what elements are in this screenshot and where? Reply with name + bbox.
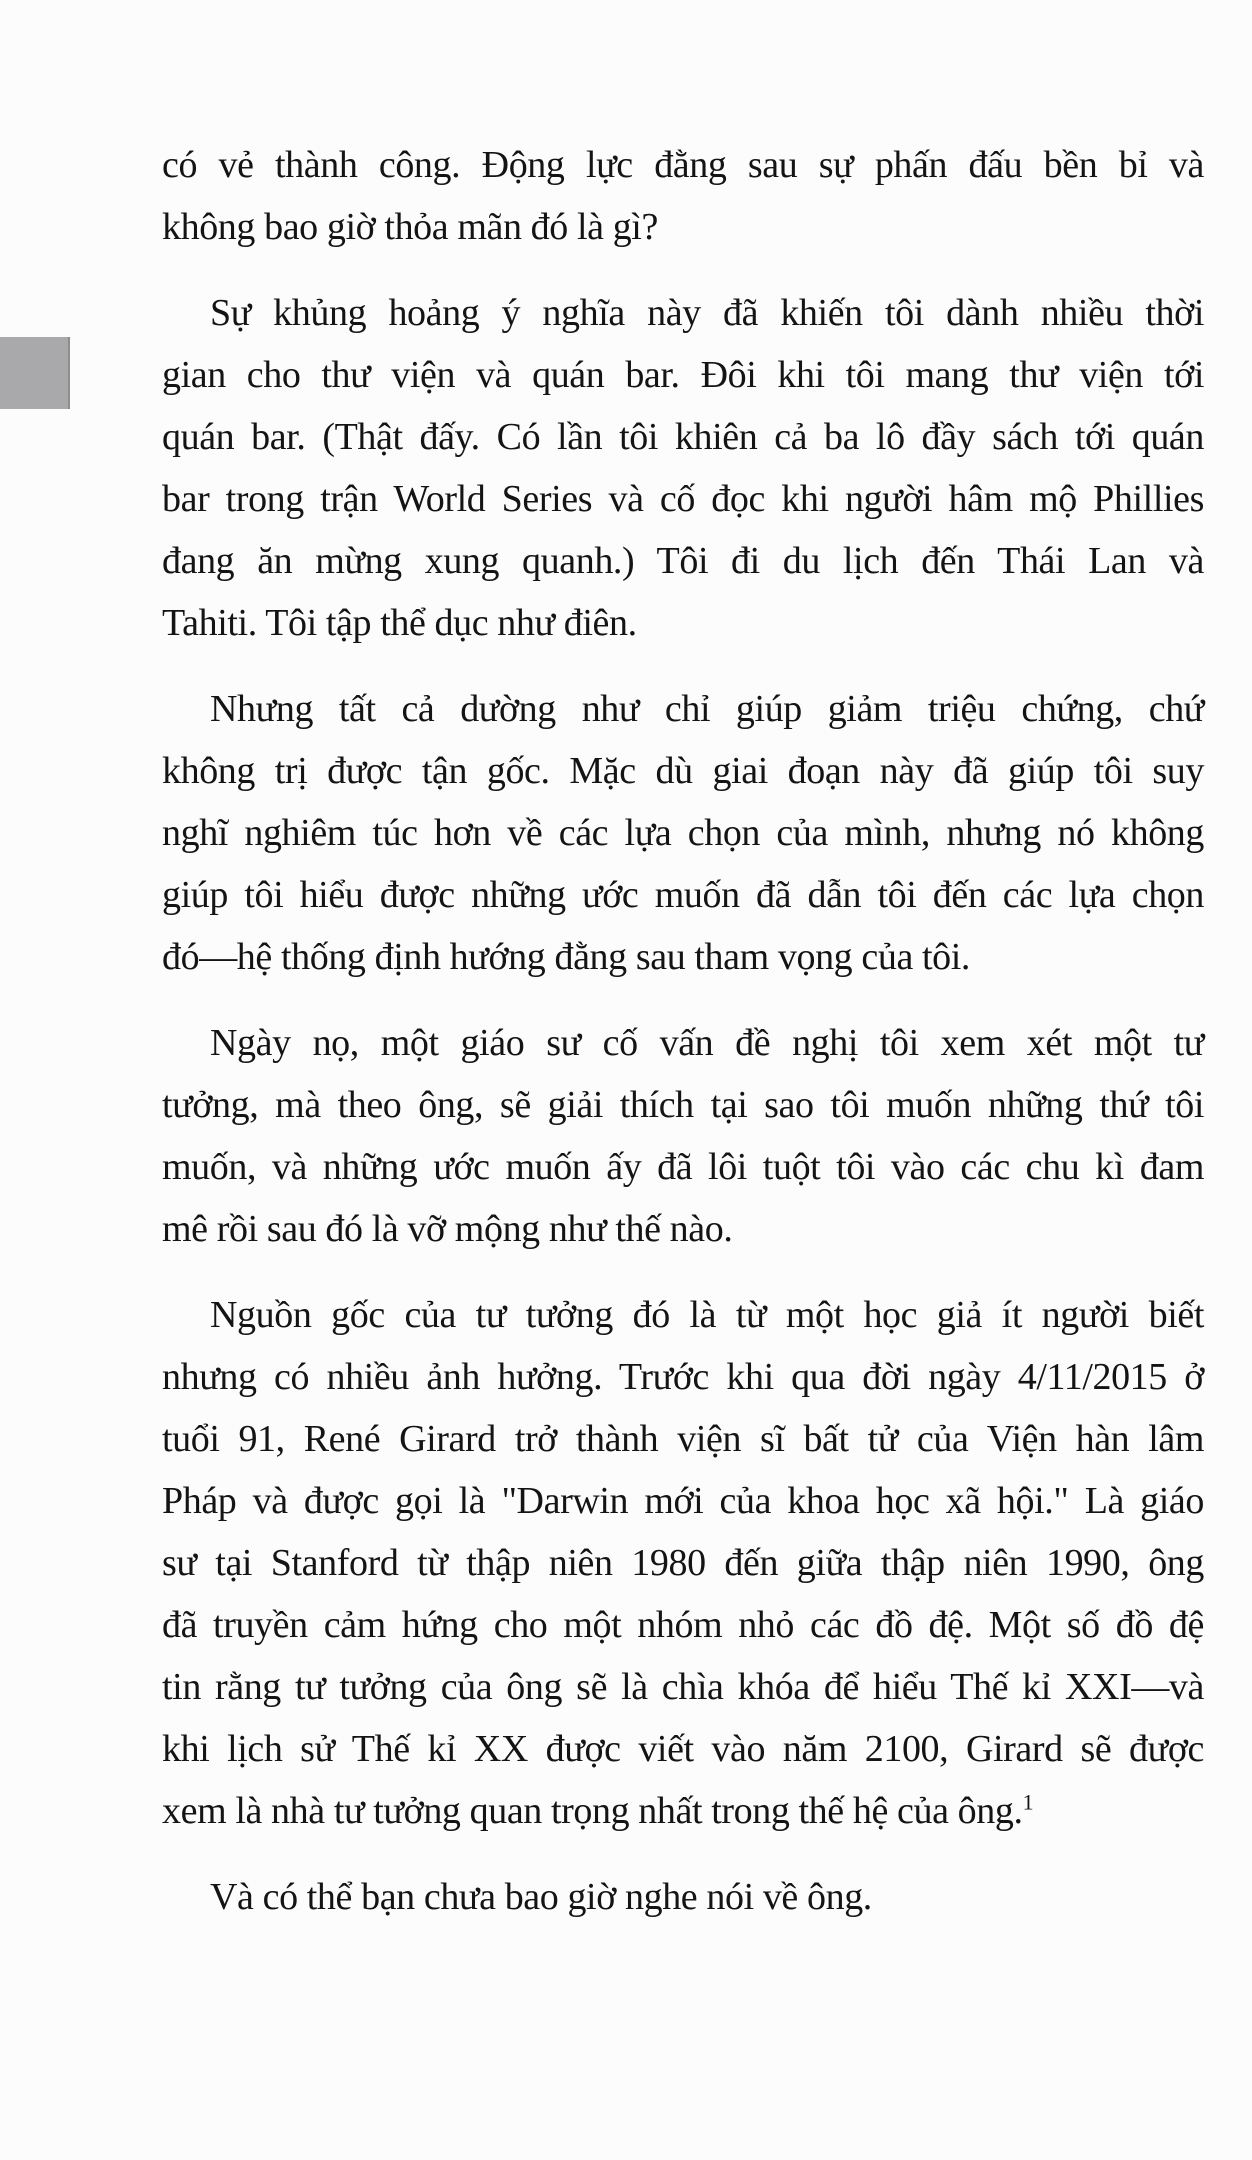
text-line: không trị được tận gốc. Mặc dù giai đoạn này đã giúp tôi suy bbox=[162, 750, 1204, 792]
text-line: Nguồn gốc của tư tưởng đó là từ một học giả ít người biết bbox=[210, 1294, 1204, 1336]
text-line: sư tại Stanford từ thập niên 1980 đến giữa thập niên 1990, ông bbox=[162, 1542, 1204, 1584]
text-line: Và có thể bạn chưa bao giờ nghe nói về ông. bbox=[210, 1876, 872, 1918]
text-line: có vẻ thành công. Động lực đằng sau sự phấn đấu bền bỉ và bbox=[162, 144, 1204, 186]
text-line: giúp tôi hiểu được những ước muốn đã dẫn tôi đến các lựa chọn bbox=[162, 874, 1204, 916]
text-line-content: xem là nhà tư tưởng quan trọng nhất trong thế hệ của ông. bbox=[162, 1790, 1023, 1832]
text-line: khi lịch sử Thế kỉ XX được viết vào năm 2100, Girard sẽ được bbox=[162, 1728, 1204, 1770]
paragraph-1 bbox=[162, 134, 1204, 258]
text-line: tin rằng tư tưởng của ông sẽ là chìa khóa để hiểu Thế kỉ XXI—và bbox=[162, 1666, 1204, 1708]
text-line: gian cho thư viện và quán bar. Đôi khi tôi mang thư viện tới bbox=[162, 354, 1204, 396]
text-line: tuổi 91, René Girard trở thành viện sĩ bất tử của Viện hàn lâm bbox=[162, 1418, 1204, 1460]
text-line: Pháp và được gọi là "Darwin mới của khoa học xã hội." Là giáo bbox=[162, 1480, 1204, 1522]
text-line: Sự khủng hoảng ý nghĩa này đã khiến tôi dành nhiều thời bbox=[210, 292, 1204, 334]
text-line: Tahiti. Tôi tập thể dục như điên. bbox=[162, 602, 637, 644]
text-line: đó—hệ thống định hướng đằng sau tham vọng của tôi. bbox=[162, 936, 971, 978]
paragraph-5 bbox=[162, 1284, 1204, 1842]
text-line: Nhưng tất cả dường như chỉ giúp giảm triệu chứng, chứ bbox=[210, 688, 1204, 730]
text-line: bar trong trận World Series và cố đọc khi người hâm mộ Phillies bbox=[162, 478, 1204, 520]
text-line: nhưng có nhiều ảnh hưởng. Trước khi qua đời ngày 4/11/2015 ở bbox=[162, 1356, 1204, 1398]
text-line: Ngày nọ, một giáo sư cố vấn đề nghị tôi xem xét một tư bbox=[210, 1022, 1204, 1064]
text-line: nghĩ nghiêm túc hơn về các lựa chọn của mình, nhưng nó không bbox=[162, 812, 1204, 854]
text-line bbox=[162, 1780, 1204, 1842]
text-line: đã truyền cảm hứng cho một nhóm nhỏ các đồ đệ. Một số đồ đệ bbox=[162, 1604, 1204, 1646]
paragraph-6 bbox=[162, 1866, 1204, 1928]
footnote-marker: 1 bbox=[1022, 1789, 1034, 1815]
text-line: tưởng, mà theo ông, sẽ giải thích tại sao tôi muốn những thứ tôi bbox=[162, 1084, 1204, 1126]
text-line: đang ăn mừng xung quanh.) Tôi đi du lịch đến Thái Lan và bbox=[162, 540, 1204, 582]
page-edge-tab bbox=[0, 337, 70, 409]
book-page-text bbox=[162, 134, 1204, 1952]
paragraph-3 bbox=[162, 678, 1204, 988]
text-line: không bao giờ thỏa mãn đó là gì? bbox=[162, 206, 658, 248]
paragraph-2 bbox=[162, 282, 1204, 654]
text-line: quán bar. (Thật đấy. Có lần tôi khiên cả ba lô đầy sách tới quán bbox=[162, 416, 1204, 458]
text-line: mê rồi sau đó là vỡ mộng như thế nào. bbox=[162, 1208, 733, 1250]
paragraph-4 bbox=[162, 1012, 1204, 1260]
text-line: muốn, và những ước muốn ấy đã lôi tuột tôi vào các chu kì đam bbox=[162, 1146, 1204, 1188]
